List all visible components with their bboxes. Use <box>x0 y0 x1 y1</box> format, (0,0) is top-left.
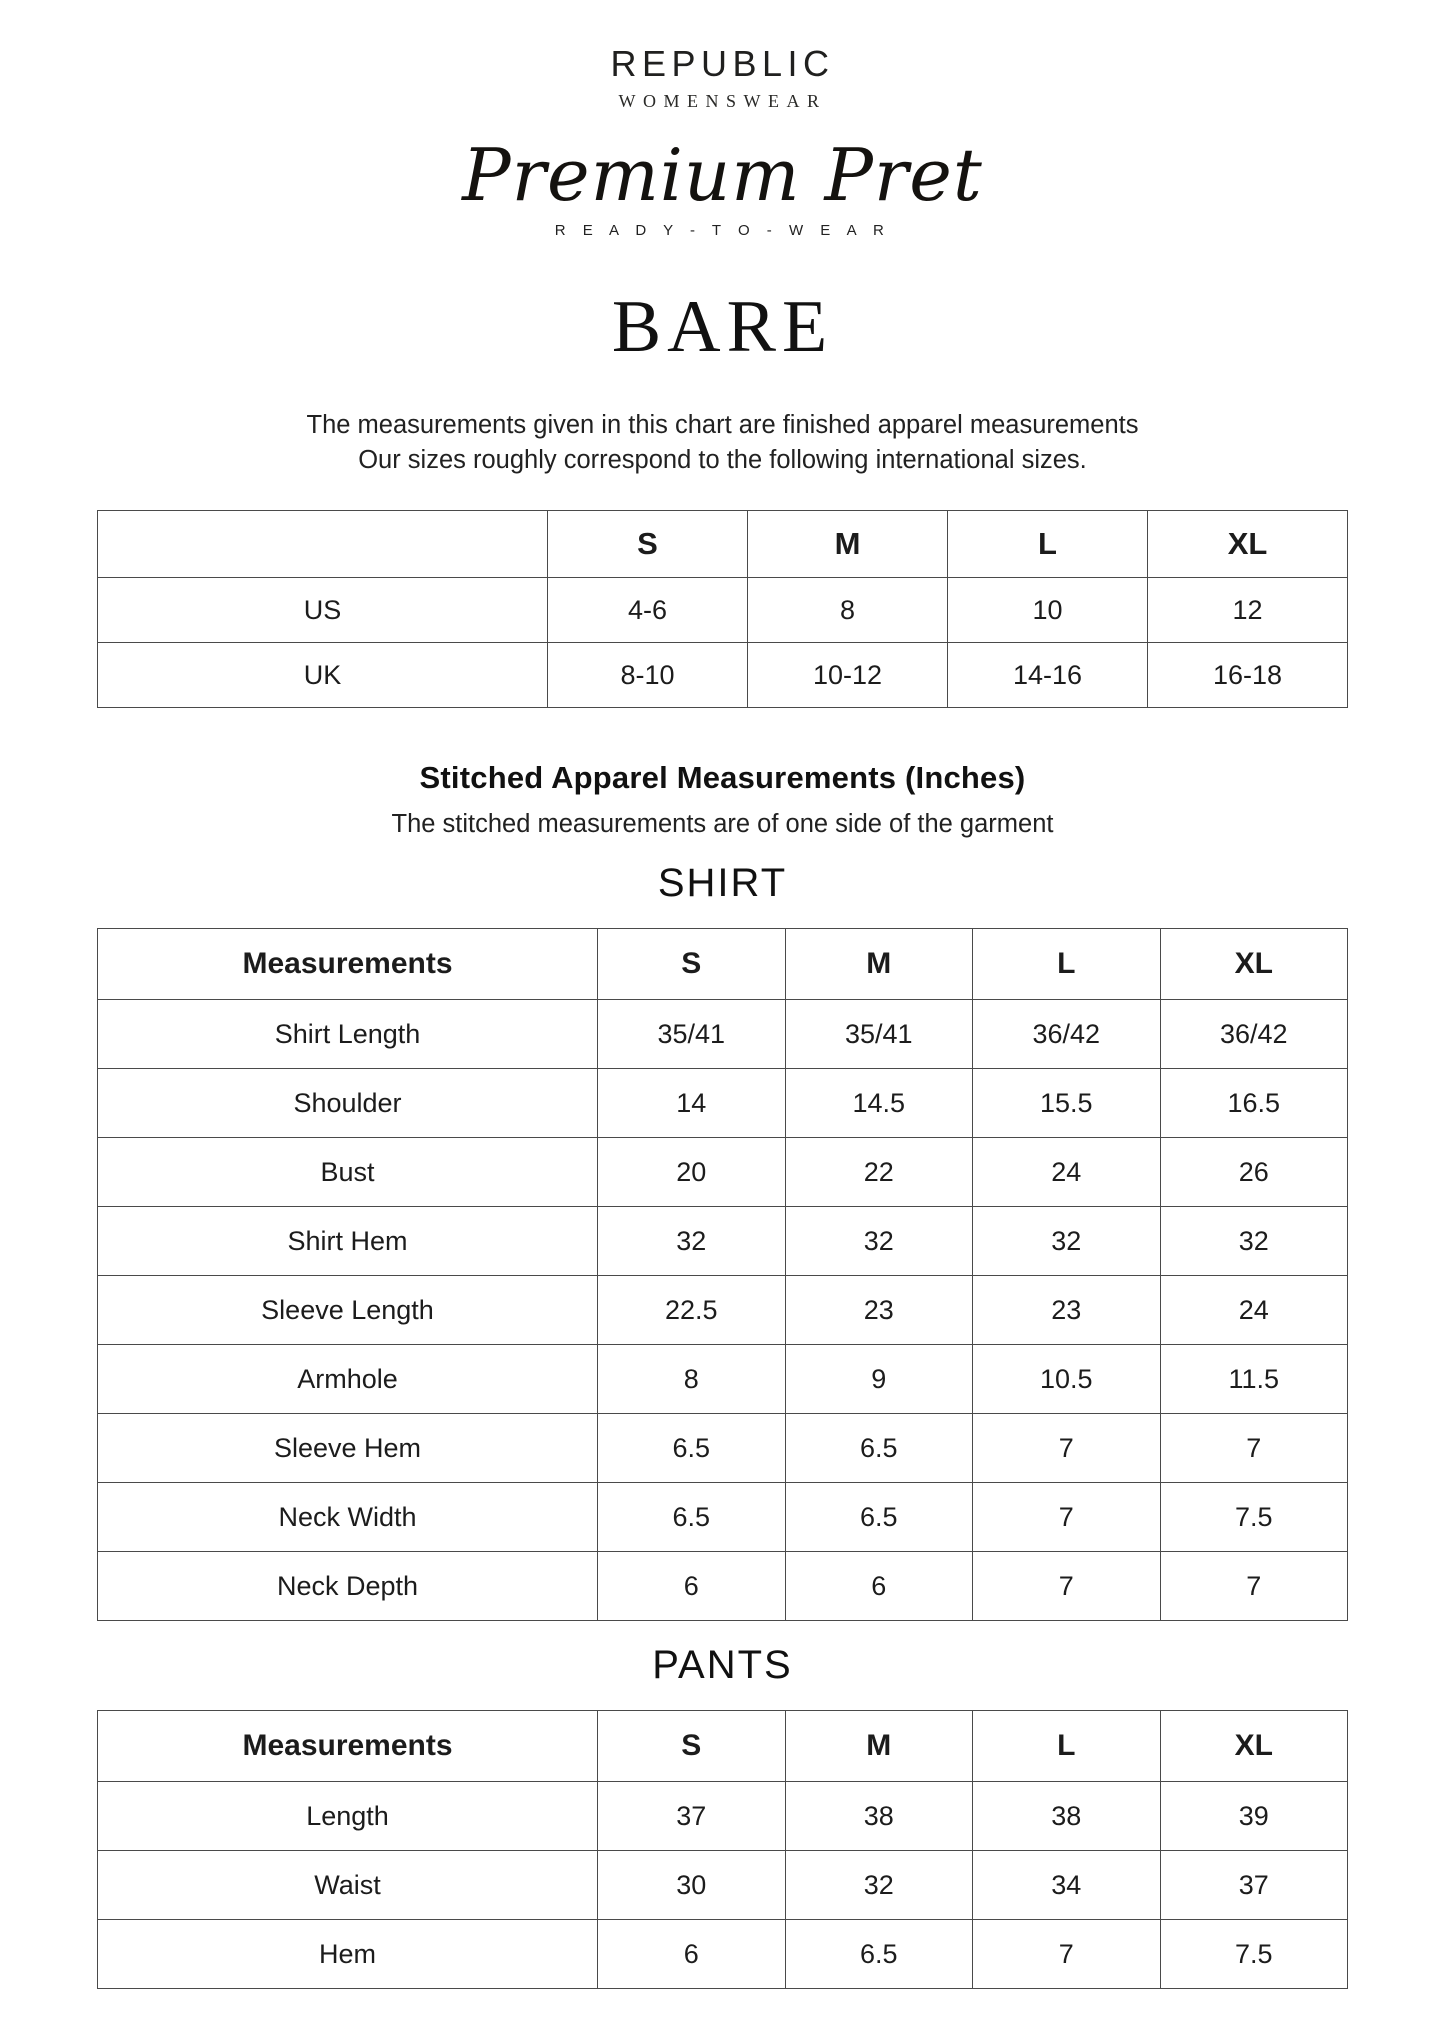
shirt-cell: 7 <box>973 1483 1161 1552</box>
shirt-cell: 6 <box>785 1552 973 1621</box>
table-row <box>98 1207 1348 1276</box>
shirt-cell: 16.5 <box>1160 1069 1348 1138</box>
table-row <box>98 1345 1348 1414</box>
shirt-cell: 6.5 <box>785 1414 973 1483</box>
shirt-cell: 7.5 <box>1160 1483 1348 1552</box>
pants-header-size-m: M <box>785 1711 973 1782</box>
table-row <box>98 578 1348 643</box>
brand-header <box>0 43 1445 239</box>
shirt-cell: 6.5 <box>598 1483 786 1552</box>
shirt-row-label: Shirt Length <box>98 1000 598 1069</box>
intl-header-blank <box>98 511 548 578</box>
shirt-cell: 36/42 <box>973 1000 1161 1069</box>
pants-cell: 6.5 <box>785 1920 973 1989</box>
pants-measurements-table <box>97 1710 1348 1989</box>
pants-row-label: Length <box>98 1782 598 1851</box>
intl-cell: 10 <box>948 578 1148 643</box>
table-header-row <box>98 929 1348 1000</box>
shirt-cell: 36/42 <box>1160 1000 1348 1069</box>
shirt-cell: 23 <box>785 1276 973 1345</box>
table-row <box>98 1069 1348 1138</box>
pants-cell: 37 <box>598 1782 786 1851</box>
collection-title: BARE <box>611 285 834 368</box>
intl-cell: 12 <box>1148 578 1348 643</box>
shirt-row-label: Shoulder <box>98 1069 598 1138</box>
shirt-header-size-l: L <box>973 929 1161 1000</box>
shirt-cell: 32 <box>973 1207 1161 1276</box>
pants-cell: 6 <box>598 1920 786 1989</box>
table-row <box>98 1782 1348 1851</box>
brand-script-logo: Premium Pret <box>462 133 983 217</box>
table-header-row <box>98 1711 1348 1782</box>
shirt-row-label: Bust <box>98 1138 598 1207</box>
pants-header-measurements: Measurements <box>98 1711 598 1782</box>
shirt-cell: 26 <box>1160 1138 1348 1207</box>
shirt-cell: 32 <box>785 1207 973 1276</box>
intl-row-label: UK <box>98 643 548 708</box>
shirt-cell: 20 <box>598 1138 786 1207</box>
shirt-header-size-s: S <box>598 929 786 1000</box>
shirt-row-label: Shirt Hem <box>98 1207 598 1276</box>
table-row <box>98 1414 1348 1483</box>
shirt-header-size-m: M <box>785 929 973 1000</box>
shirt-cell: 8 <box>598 1345 786 1414</box>
shirt-header-size-xl: XL <box>1160 929 1348 1000</box>
shirt-row-label: Neck Width <box>98 1483 598 1552</box>
shirt-cell: 14 <box>598 1069 786 1138</box>
table-row <box>98 1276 1348 1345</box>
table-header-row <box>98 511 1348 578</box>
shirt-cell: 7 <box>973 1414 1161 1483</box>
shirt-cell: 7 <box>1160 1414 1348 1483</box>
pants-cell: 32 <box>785 1851 973 1920</box>
pants-cell: 39 <box>1160 1782 1348 1851</box>
shirt-cell: 15.5 <box>973 1069 1161 1138</box>
pants-cell: 38 <box>973 1782 1161 1851</box>
shirt-cell: 11.5 <box>1160 1345 1348 1414</box>
shirt-cell: 6.5 <box>598 1414 786 1483</box>
intro-line-1: The measurements given in this chart are finished apparel measurements <box>306 410 1139 439</box>
shirt-cell: 35/41 <box>785 1000 973 1069</box>
brand-tagline: R E A D Y - T O - W E A R <box>554 221 891 239</box>
table-row <box>98 1138 1348 1207</box>
brand-name: REPUBLIC <box>610 43 835 84</box>
shirt-cell: 14.5 <box>785 1069 973 1138</box>
shirt-cell: 35/41 <box>598 1000 786 1069</box>
international-sizes-table <box>97 510 1348 708</box>
shirt-cell: 32 <box>598 1207 786 1276</box>
intl-cell: 16-18 <box>1148 643 1348 708</box>
table-row <box>98 1552 1348 1621</box>
shirt-cell: 22.5 <box>598 1276 786 1345</box>
intl-cell: 8 <box>748 578 948 643</box>
intl-cell: 10-12 <box>748 643 948 708</box>
shirt-cell: 32 <box>1160 1207 1348 1276</box>
shirt-cell: 6 <box>598 1552 786 1621</box>
shirt-cell: 7 <box>1160 1552 1348 1621</box>
table-row <box>98 1000 1348 1069</box>
shirt-cell: 24 <box>973 1138 1161 1207</box>
table-row <box>98 1851 1348 1920</box>
stitched-section-heading: Stitched Apparel Measurements (Inches) <box>419 760 1026 796</box>
pants-header-size-s: S <box>598 1711 786 1782</box>
shirt-measurements-table <box>97 928 1348 1621</box>
pants-cell: 37 <box>1160 1851 1348 1920</box>
table-row <box>98 643 1348 708</box>
shirt-row-label: Armhole <box>98 1345 598 1414</box>
intl-cell: 4-6 <box>548 578 748 643</box>
intro-text <box>307 408 1139 478</box>
shirt-cell: 9 <box>785 1345 973 1414</box>
pants-cell: 7 <box>973 1920 1161 1989</box>
pants-header-size-l: L <box>973 1711 1161 1782</box>
shirt-header-measurements: Measurements <box>98 929 598 1000</box>
table-row <box>98 1920 1348 1989</box>
pants-row-label: Hem <box>98 1920 598 1989</box>
intro-line-2: Our sizes roughly correspond to the following international sizes. <box>358 445 1087 474</box>
shirt-cell: 22 <box>785 1138 973 1207</box>
stitched-section-subheading: The stitched measurements are of one side of the garment <box>391 810 1054 839</box>
pants-cell: 38 <box>785 1782 973 1851</box>
intl-header-size-s: S <box>548 511 748 578</box>
intl-cell: 8-10 <box>548 643 748 708</box>
intl-row-label: US <box>98 578 548 643</box>
pants-cell: 30 <box>598 1851 786 1920</box>
table-row <box>98 1483 1348 1552</box>
shirt-title: SHIRT <box>657 861 788 906</box>
intl-header-size-m: M <box>748 511 948 578</box>
shirt-cell: 7 <box>973 1552 1161 1621</box>
pants-row-label: Waist <box>98 1851 598 1920</box>
shirt-row-label: Neck Depth <box>98 1552 598 1621</box>
intl-cell: 14-16 <box>948 643 1148 708</box>
pants-cell: 7.5 <box>1160 1920 1348 1989</box>
intl-header-size-xl: XL <box>1148 511 1348 578</box>
brand-category: WOMENSWEAR <box>618 91 827 111</box>
intl-header-size-l: L <box>948 511 1148 578</box>
shirt-cell: 10.5 <box>973 1345 1161 1414</box>
shirt-row-label: Sleeve Hem <box>98 1414 598 1483</box>
pants-header-size-xl: XL <box>1160 1711 1348 1782</box>
shirt-row-label: Sleeve Length <box>98 1276 598 1345</box>
pants-title: PANTS <box>652 1643 793 1688</box>
shirt-cell: 24 <box>1160 1276 1348 1345</box>
pants-cell: 34 <box>973 1851 1161 1920</box>
shirt-cell: 23 <box>973 1276 1161 1345</box>
shirt-cell: 6.5 <box>785 1483 973 1552</box>
